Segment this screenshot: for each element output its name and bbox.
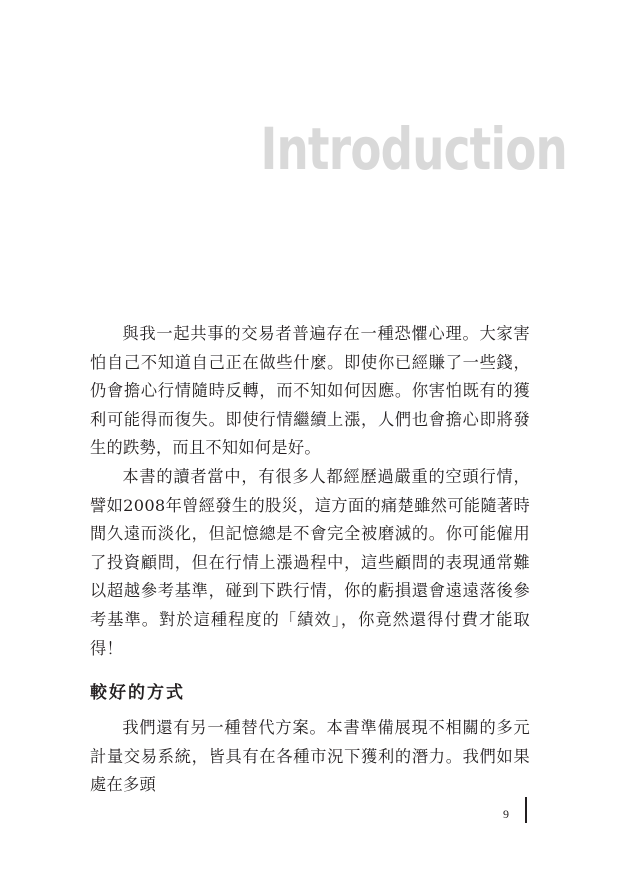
paragraph: 我們還有另一種替代方案。本書準備展現不相關的多元計量交易系統，皆具有在各種市況下獲利的潛力。我們如果處在多頭	[90, 718, 530, 795]
page-number-rule	[525, 797, 527, 823]
section-heading: 較好的方式	[90, 683, 185, 703]
intro-text-block	[90, 320, 530, 663]
page-number: 9	[503, 807, 509, 821]
paragraph: 本書的讀者當中，有很多人都經歷過嚴重的空頭行情，譬如2008年曾經發生的股災，這方面的痛楚雖然可能隨著時間久遠而淡化，但記憶總是不會完全被磨滅的。你可能僱用了投資顧問，但在行情上漲過程中，這些顧問的表現通常難以超越參考基準，碰到下跌行情，你的虧損還會遠遠落後參考基準。對於這種程度的「績效」，你竟然還得付費才能取得！	[90, 466, 530, 658]
paragraph: 與我一起共事的交易者普遍存在一種恐懼心理。大家害怕自己不知道自己正在做些什麼。即使你已經賺了一些錢，仍會擔心行情隨時反轉，而不知如何因應。你害怕既有的獲利可能得而復失。即使行情繼續上漲，人們也會擔心即將發生的跌勢，而且不知如何是好。	[90, 324, 530, 458]
section-text-block	[90, 714, 530, 800]
chapter-title: Introduction	[260, 115, 567, 183]
